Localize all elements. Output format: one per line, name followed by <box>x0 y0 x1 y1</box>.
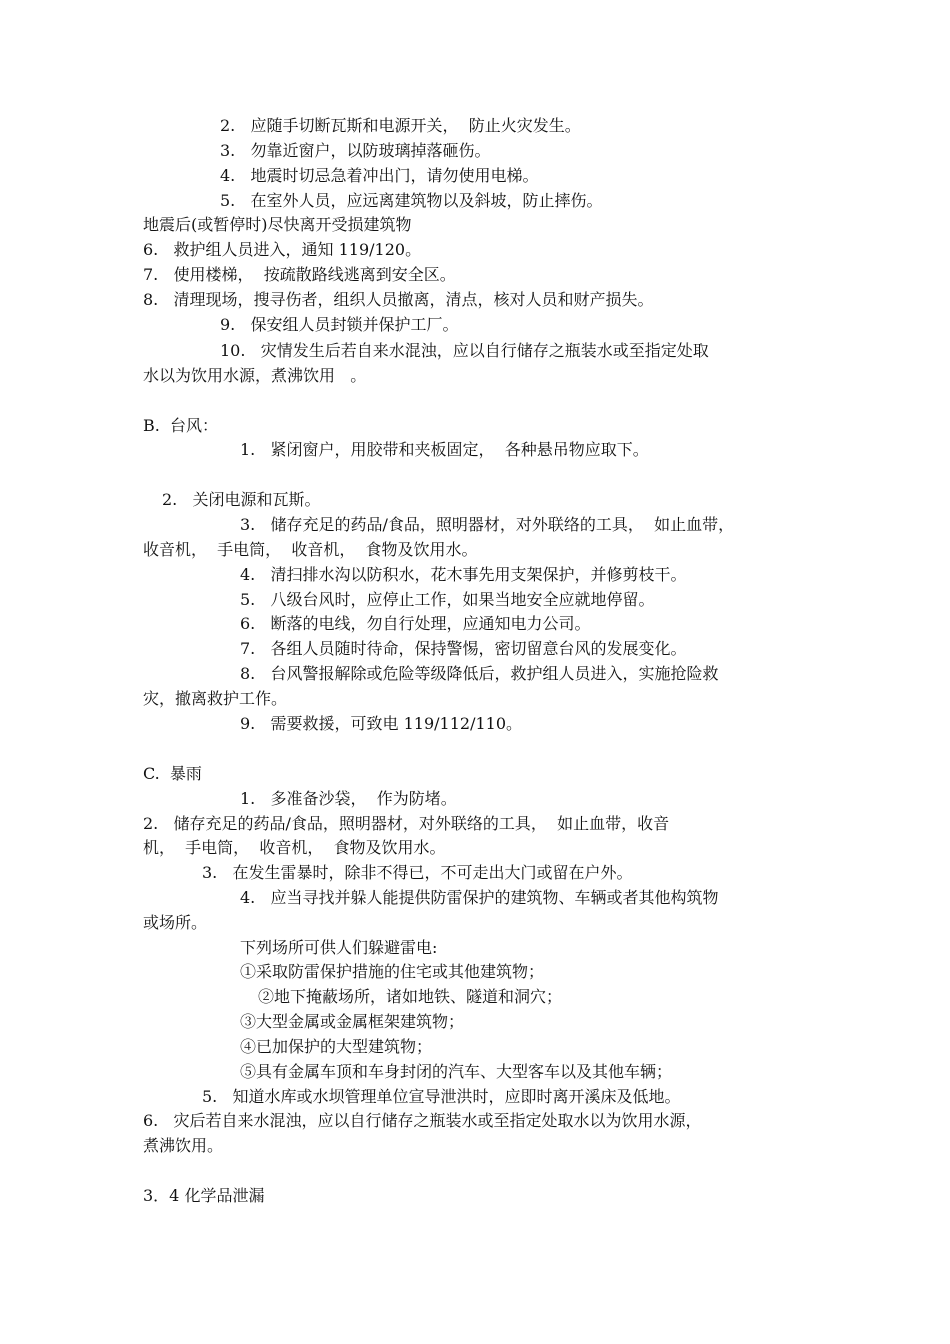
earthquake-item-2: 2. 应随手切断瓦斯和电源开关， 防止火灾发生。 <box>220 116 581 135</box>
shelter-list-heading: 下列场所可供人们躲避雷电: <box>240 938 438 957</box>
earthquake-after-heading: 地震后(或暂停时)尽快离开受损建筑物 <box>143 215 412 234</box>
earthquake-item-10-cont: 水以为饮用水源，煮沸饮用 。 <box>143 366 367 385</box>
rainstorm-heading: C. 暴雨 <box>143 764 202 783</box>
rainstorm-item-2: 2. 储存充足的药品/食品，照明器材，对外联络的工具， 如止血带，收音 <box>143 814 670 833</box>
typhoon-item-4: 4. 清扫排水沟以防积水，花木事先用支架保护，并修剪枝干。 <box>240 565 687 584</box>
typhoon-item-3: 3. 储存充足的药品/食品，照明器材，对外联络的工具， 如止血带， <box>240 515 735 534</box>
shelter-item-2: ②地下掩蔽场所，诸如地铁、隧道和洞穴； <box>258 987 563 1006</box>
rainstorm-item-4: 4. 应当寻找并躲人能提供防雷保护的建筑物、车辆或者其他构筑物 <box>240 888 719 907</box>
rainstorm-item-2-cont: 机， 手电筒， 收音机， 食物及饮用水。 <box>143 838 446 857</box>
earthquake-item-7: 7. 使用楼梯， 按疏散路线逃离到安全区。 <box>143 265 456 284</box>
rainstorm-item-6: 6. 灾后若自来水混浊，应以自行储存之瓶装水或至指定处取水以为饮用水源， <box>143 1111 702 1130</box>
rainstorm-item-3: 3. 在发生雷暴时，除非不得已，不可走出大门或留在户外。 <box>202 863 633 882</box>
earthquake-item-4: 4. 地震时切忌急着冲出门，请勿使用电梯。 <box>220 166 539 185</box>
shelter-item-1: ①采取防雷保护措施的住宅或其他建筑物； <box>240 962 545 981</box>
earthquake-item-9: 9. 保安组人员封锁并保护工厂。 <box>220 315 459 334</box>
typhoon-item-7: 7. 各组人员随时待命，保持警惕，密切留意台风的发展变化。 <box>240 639 687 658</box>
shelter-item-4: ④已加保护的大型建筑物； <box>240 1037 433 1056</box>
typhoon-item-9: 9. 需要救援，可致电 119/112/110。 <box>240 714 523 733</box>
typhoon-item-8: 8. 台风警报解除或危险等级降低后，救护组人员进入，实施抢险救 <box>240 664 719 683</box>
earthquake-item-3: 3. 勿靠近窗户，以防玻璃掉落砸伤。 <box>220 141 491 160</box>
rainstorm-item-1: 1. 多准备沙袋， 作为防堵。 <box>240 789 457 808</box>
shelter-item-3: ③大型金属或金属框架建筑物； <box>240 1012 465 1031</box>
typhoon-item-5: 5. 八级台风时，应停止工作，如果当地安全应就地停留。 <box>240 590 655 609</box>
earthquake-item-10: 10. 灾情发生后若自来水混浊，应以自行储存之瓶装水或至指定处取 <box>220 341 709 360</box>
earthquake-item-6: 6. 救护组人员进入，通知 119/120。 <box>143 240 422 259</box>
shelter-item-5: ⑤具有金属车顶和车身封闭的汽车、大型客车以及其他车辆； <box>240 1062 673 1081</box>
typhoon-item-8-cont: 灾，撤离救护工作。 <box>143 689 288 708</box>
rainstorm-item-5: 5. 知道水库或水坝管理单位宣导泄洪时，应即时离开溪床及低地。 <box>202 1087 681 1106</box>
earthquake-item-8: 8. 清理现场，搜寻伤者，组织人员撤离，清点，核对人员和财产损失。 <box>143 290 654 309</box>
typhoon-item-3-cont: 收音机， 手电筒， 收音机， 食物及饮用水。 <box>143 540 478 559</box>
earthquake-item-5: 5. 在室外人员，应远离建筑物以及斜坡，防止摔伤。 <box>220 191 603 210</box>
rainstorm-item-6-cont: 煮沸饮用。 <box>143 1136 224 1155</box>
typhoon-item-2: 2. 关闭电源和瓦斯。 <box>162 490 321 509</box>
chemical-leak-heading: 3．4 化学品泄漏 <box>143 1186 265 1205</box>
rainstorm-item-4-cont: 或场所。 <box>143 913 208 932</box>
typhoon-heading: B. 台风： <box>143 416 219 435</box>
typhoon-item-1: 1. 紧闭窗户，用胶带和夹板固定， 各种悬吊物应取下。 <box>240 440 649 459</box>
typhoon-item-6: 6. 断落的电线，勿自行处理，应通知电力公司。 <box>240 614 591 633</box>
